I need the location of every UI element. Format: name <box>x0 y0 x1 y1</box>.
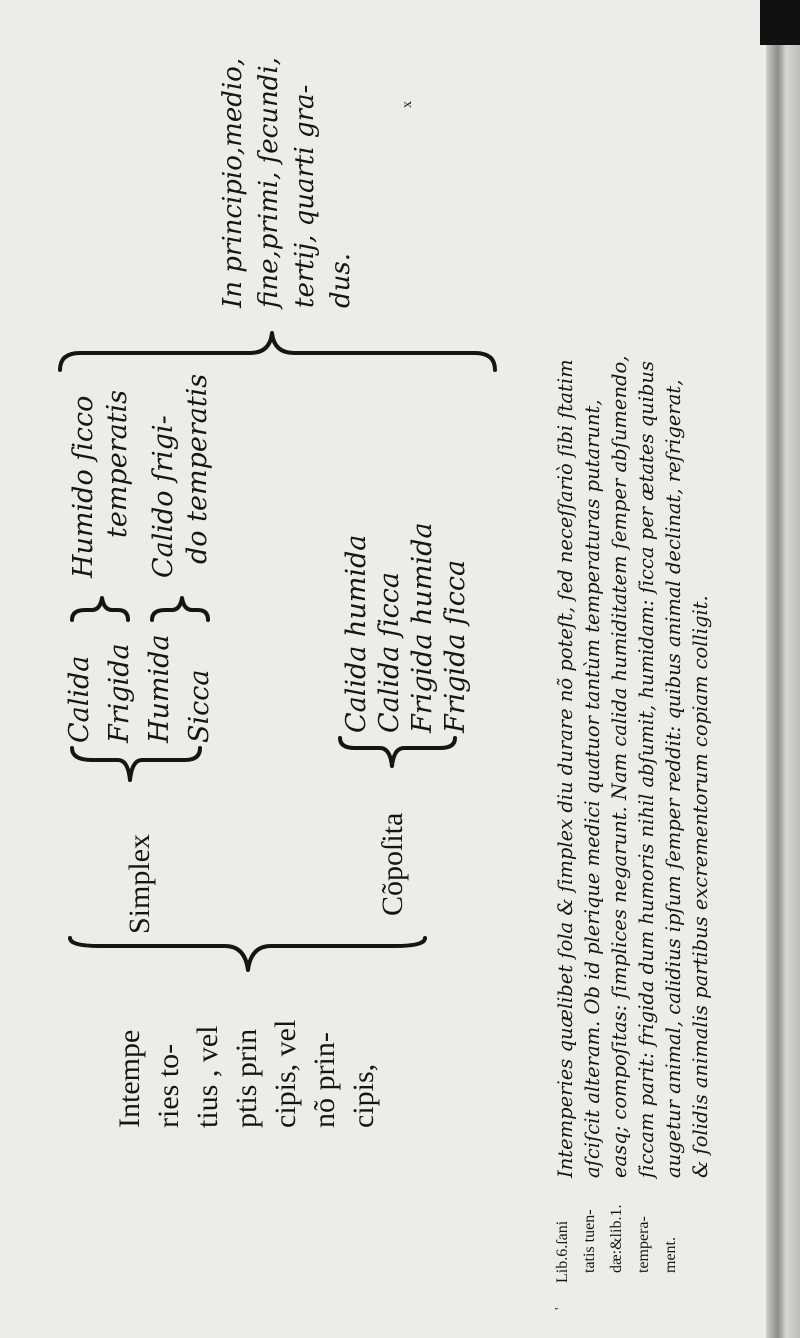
commentary-line: Intemperies quælibet ſola & ſimplex diu durare nõ poteſt, ſed neceſſariò ſibi ſtatim <box>554 359 577 1178</box>
root-line: Intempe <box>113 1029 146 1128</box>
degrees-line: tertij, quarti gra- <box>290 84 320 308</box>
commentary-line: & ſolidis animalis partibus excrementorum copiam colligit. <box>689 595 712 1178</box>
quality-item: Humida <box>144 634 175 743</box>
marginal-note-line: dæ:&lib.1. <box>608 1204 625 1273</box>
degrees-line: In principio,medio, <box>218 57 248 308</box>
degrees-line: fine,primi, ſecundi, <box>254 57 284 308</box>
result-line: do temperatis <box>182 373 213 564</box>
composita-item: Calida humida <box>341 534 372 733</box>
root-line: ptis prin <box>230 1028 263 1128</box>
degrees-line: dus. <box>326 253 356 308</box>
marginal-note-line: tatis tuen- <box>581 1209 598 1273</box>
marginal-note-line: tempera- <box>635 1216 652 1273</box>
result-line: Humido ſicco <box>68 395 99 578</box>
marginal-note-line: ment. <box>662 1237 679 1273</box>
root-line: ries to- <box>152 1043 185 1128</box>
composita-item: Frigida humida <box>407 522 438 733</box>
composita-label: Cõpoſita <box>376 812 409 916</box>
stray-mark: x <box>400 101 415 108</box>
marginal-note-line: Lib.6.ſani <box>554 1220 571 1283</box>
commentary-line: aſciſcit alteram. Ob id plerique medici quatuor tantùm temperaturas putarunt, <box>581 399 604 1178</box>
stray-mark: ' <box>553 1307 568 1310</box>
root-line: cipis, vel <box>269 1019 302 1128</box>
composita-item: Calida ſicca <box>374 572 405 733</box>
commentary-line: ſiccam parit: frigida dum humoris nihil abſumit, humidam: ſicca per ætates quibus <box>635 361 658 1178</box>
result-line: temperatis <box>102 389 133 538</box>
root-line: tius , vel <box>191 1025 224 1128</box>
result-line: Calido ſrigi- <box>148 415 179 578</box>
quality-item: Sicca <box>184 669 215 743</box>
commentary-line: augetur animal, calidius ipſum ſemper reddit: quibus animal declinat, reſrigerat, <box>662 379 685 1178</box>
quality-item: Frigida <box>104 643 135 743</box>
root-line: nõ prin- <box>308 1032 341 1128</box>
composita-item: Frigida ſicca <box>440 559 471 733</box>
commentary-line: easq; compoſitas: ſimplices negarunt. Nam calida humiditatem ſemper abſumendo, <box>608 355 631 1178</box>
simplex-label: Simplex <box>123 833 156 934</box>
root-line: cipis, <box>347 1063 380 1128</box>
quality-item: Calida <box>64 655 95 743</box>
